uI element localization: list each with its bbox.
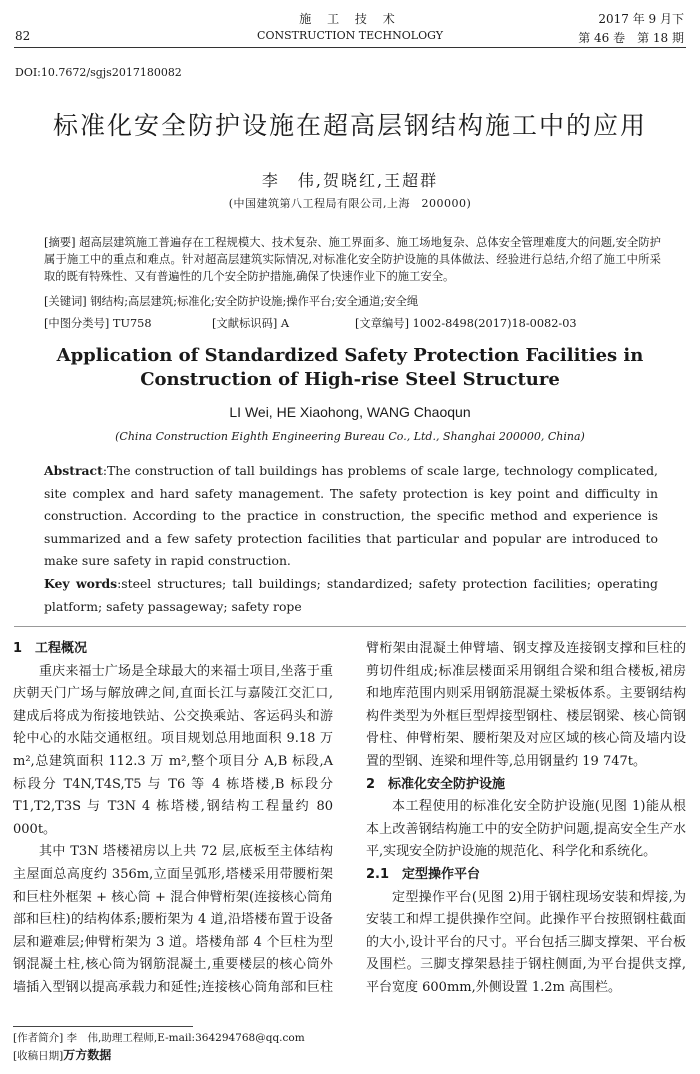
clc-value: TU758 [112, 317, 152, 330]
keywords-cn-text: 钢结构;高层建筑;标准化;安全防护设施;操作平台;安全通道;安全绳 [90, 295, 419, 308]
author-bio-text: 李 伟,助理工程师,E-mail:364294768@qq.com [66, 1032, 305, 1044]
abstract-cn-label: [摘要] [44, 236, 76, 249]
body-column-left [13, 638, 333, 999]
watermark: 万方数据 [63, 1048, 112, 1062]
paragraph-2-continued: 臂桁架由混凝土伸臂墙、钢支撑及连接钢支撑和巨柱的剪切件组成;标准层楼面采用钢组合梁和组合楼板,裙房和地库范围内则采用钢筋混凝土梁板体系。主要钢结构构件类型为外框巨型焊接型钢柱、楼层钢梁、核心筒钢骨柱、伸臂桁架、腰桁架及对应区域的核心筒及墙内设置的型钢、连梁和埋件等,总用钢量约 19 747t。 [366, 641, 686, 769]
authors-en: LI Wei, HE Xiaohong, WANG Chaoqun [229, 404, 471, 420]
paper-title-en: Application of Standardized Safety Protection Facilities in Construction of High-rise Steel Structure [56, 345, 644, 390]
affiliation-cn: (中国建筑第八工程局有限公司,上海 200000) [228, 197, 472, 210]
abstract-cn [44, 234, 661, 286]
article-number [355, 315, 577, 331]
paragraph-4: 定型操作平台(见图 2)用于钢柱现场安装和焊接,为安装工和焊工提供操作空间。此操作平台按照钢柱截面的大小,设计平台的尺寸。平台包括三脚支撑架、平台板及围栏。三脚支撑架悬挂于钢柱侧面,为平台提供支撑,平台宽度 600mm,外侧设置 1.2m 高围栏。 [366, 889, 686, 995]
authors-cn: 李 伟,贺晓红,王超群 [261, 171, 439, 190]
paragraph-1: 重庆来福士广场是全球最大的来福士项目,坐落于重庆朝天门广场与解放碑之间,直面长江与嘉陵江交汇口,建成后将成为衔接地铁站、公交换乘站、客运码头和游轮中心的水陆交通枢纽。项目规划总用地面积 9.18 万 m²,总建筑面积 112.3 万 m²,整个项目分 A,B 标段,A 标段分 T4N,T4S,T5 与 T6 等 4 栋塔楼,B 标段分 T1,T2,T3S 与 T3N 4 栋塔楼,钢结构工程量约 80 000t。 [13, 663, 333, 837]
page-number: 82 [15, 29, 31, 43]
footnote-divider [13, 1026, 193, 1027]
keywords-cn [44, 293, 661, 310]
document-code-label: [文献标识码] [212, 317, 278, 330]
section-divider [14, 626, 686, 627]
author-bio [13, 1030, 305, 1045]
abstract-en [44, 460, 658, 573]
paper-title-cn: 标准化安全防护设施在超高层钢结构施工中的应用 [52, 111, 647, 140]
header-divider [14, 47, 686, 48]
document-code [212, 315, 289, 331]
keywords-en-label: Key words [44, 576, 118, 591]
volume-issue: 第 46 卷 第 18 期 [578, 31, 684, 45]
body-column-right [366, 638, 686, 1000]
paragraph-3: 本工程使用的标准化安全防护设施(见图 1)能从根本上改善钢结构施工中的安全防护问题,提高安全生产水平,实现安全防护设施的规范化、科学化和系统化。 [366, 799, 686, 860]
abstract-en-label: Abstract [44, 463, 103, 478]
journal-name-en: CONSTRUCTION TECHNOLOGY [257, 29, 443, 42]
received-date-label: [收稿日期] [13, 1050, 64, 1062]
article-number-value: 1002-8498(2017)18-0082-03 [412, 317, 577, 330]
received-date [13, 1046, 111, 1063]
article-number-label: [文章编号] [355, 317, 410, 330]
doi: DOI:10.7672/sgjs2017180082 [15, 66, 182, 79]
keywords-en-text: :steel structures; tall buildings; standardized; safety protection facilities; operating platform; safety passageway; safety rope [44, 576, 658, 614]
abstract-en-text: :The construction of tall buildings has problems of scale large, technology complicated, site complex and hard safety management. The safety protection is key point and difficulty in construction. According to the practice in construction, the specific method and experience is summarized and a few safety protection facilities that particular and popular are introduced to make sure safety in rapid construction. [44, 463, 658, 569]
keywords-cn-label: [关键词] [44, 295, 87, 308]
issue-date: 2017 年 9 月下 [598, 12, 684, 26]
section-1-heading: 1 工程概况 [13, 641, 88, 656]
clc-number [44, 315, 152, 331]
affiliation-en: (China Construction Eighth Engineering Bureau Co., Ltd., Shanghai 200000, China) [115, 430, 585, 443]
keywords-en [44, 573, 658, 618]
document-code-value: A [280, 317, 290, 330]
paragraph-2: 其中 T3N 塔楼裙房以上共 72 层,底板至主体结构主屋面总高度约 356m,立面呈弧形,塔楼采用带腰桁架和巨柱外框架 + 核心筒 + 混合伸臂桁架(连接核心筒角部和巨柱)的结构体系;腰桁架为 4 道,沿塔楼布置于设备层和避难层;伸臂桁架为 3 道。塔楼角部 4 个巨柱为型钢混凝土柱,核心筒为钢筋混凝土,重要楼层的核心筒外墙插入型钢以提高承载力和延性;连接核心筒角部和巨柱 [13, 844, 333, 995]
author-bio-label: [作者简介] [13, 1032, 64, 1044]
clc-label: [中图分类号] [44, 317, 110, 330]
section-2-heading: 2 标准化安全防护设施 [366, 776, 506, 792]
abstract-cn-text: 超高层建筑施工普遍存在工程规模大、技术复杂、施工界面多、施工场地复杂、总体安全管理难度大的问题,安全防护属于施工中的重点和难点。针对超高层建筑实际情况,对标准化安全防护设施的具体做法、经验进行总结,介绍了施工中所采取的既有特殊性、又有普遍性的几个安全防护措施,确保了快速作业下的施工安全。 [44, 236, 661, 284]
journal-name-cn: 施 工 技 术 [299, 12, 401, 26]
section-2-1-heading: 2.1 定型操作平台 [366, 866, 481, 882]
